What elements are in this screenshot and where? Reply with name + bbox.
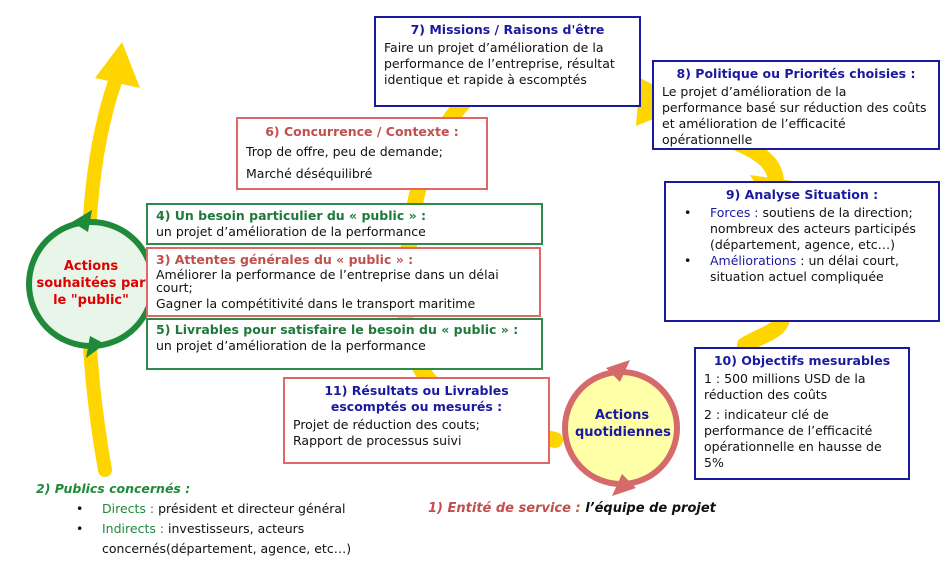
indirects-text: investisseurs, acteurs concernés(département, agence, etc…) — [102, 521, 352, 556]
attentes-box — [146, 247, 541, 317]
resultats-title: 11) Résultats ou Livrables escomptés ou mesurés : — [324, 383, 509, 414]
missions-box — [374, 16, 641, 107]
besoin-box — [146, 203, 543, 245]
objectifs-line1: 1 : 500 millions USD de la réduction des coûts — [704, 371, 866, 402]
analyse-forces-item — [674, 205, 930, 253]
livrables-text: un projet d’amélioration de la performance — [156, 338, 426, 353]
resultats-line2: Rapport de processus suivi — [293, 433, 462, 448]
besoin-text: un projet d’amélioration de la performance — [156, 224, 426, 239]
besoin-title: 4) Un besoin particulier du « public » : — [156, 208, 427, 223]
left-yellow-arrowhead — [95, 42, 140, 88]
publics-title: 2) Publics concernés : — [36, 481, 191, 496]
objectifs-line2: 2 : indicateur clé de performance de l’efficacité opérationnelle en hausse de 5% — [704, 407, 882, 470]
left-circle-label: Actions souhaitées par le "public" — [36, 259, 146, 308]
analyse-list — [674, 205, 930, 285]
livrables-title: 5) Livrables pour satisfaire le besoin du « public » : — [156, 322, 519, 337]
missions-text: Faire un projet d’amélioration de la performance de l’entreprise, résultat identique et rapide à escomptés — [384, 40, 615, 87]
missions-title: 7) Missions / Raisons d'être — [410, 22, 605, 37]
entite-label: 1) Entité de service : — [428, 501, 581, 516]
ameliorations-text: : un délai court, situation actuel compliquée — [710, 253, 899, 284]
objectifs-box — [694, 347, 910, 480]
forces-text: soutiens de la direction; nombreux des acteurs participés (département, agence, etc…) — [710, 205, 916, 252]
resultats-box — [283, 377, 550, 464]
concurrence-line1: Trop de offre, peu de demande; — [246, 144, 443, 159]
livrables-box — [146, 318, 543, 370]
analyse-box — [664, 181, 940, 322]
analyse-ameliorations-item — [674, 253, 930, 285]
entite-line — [428, 501, 716, 516]
publics-directs-item — [66, 499, 396, 519]
objectifs-title: 10) Objectifs mesurables — [713, 353, 891, 368]
attentes-title: 3) Attentes générales du « public » : — [156, 252, 414, 267]
politique-title: 8) Politique ou Priorités choisies : — [676, 66, 916, 81]
publics-list — [66, 499, 396, 559]
politique-text: Le projet d’amélioration de la performance basé sur réduction des coûts et amélioration de l’efficacité opérationnelle — [662, 84, 927, 147]
analyse-title: 9) Analyse Situation : — [725, 187, 879, 202]
ameliorations-label: Améliorations — [710, 253, 797, 268]
forces-label: Forces : — [710, 205, 759, 220]
indirects-label: Indirects : — [102, 521, 165, 536]
concurrence-box — [236, 117, 488, 190]
attentes-line1: Améliorer la performance de l’entreprise dans un délai court; — [156, 267, 499, 295]
resultats-line1: Projet de réduction des couts; — [293, 417, 480, 432]
right-circle-label: Actions quotidiennes — [575, 408, 671, 440]
concurrence-line2: Marché déséquilibré — [246, 166, 373, 181]
publics-block — [36, 479, 396, 559]
directs-text: président et directeur général — [154, 501, 346, 516]
concurrence-title: 6) Concurrence / Contexte : — [265, 124, 459, 139]
publics-indirects-item — [66, 519, 396, 559]
entite-value: l’équipe de projet — [580, 501, 716, 516]
politique-box — [652, 60, 940, 150]
directs-label: Directs : — [102, 501, 155, 516]
attentes-line2: Gagner la compétitivité dans le transport maritime — [156, 296, 476, 311]
